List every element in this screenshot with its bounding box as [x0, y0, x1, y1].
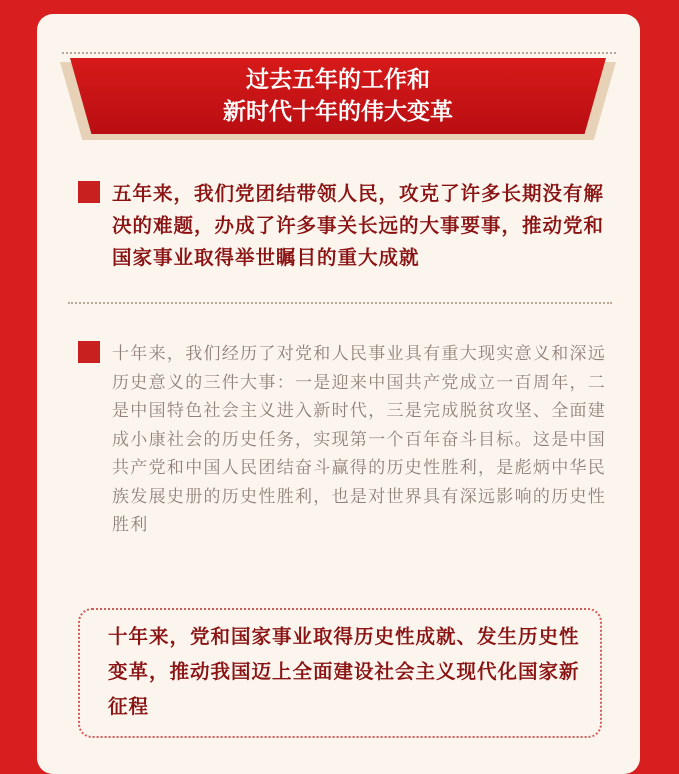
banner-title-line1: 过去五年的工作和	[246, 67, 430, 93]
highlight-text: 十年来，党和国家事业取得历史性成就、发生历史性变革，推动我国迈上全面建设社会主义现代化国家新征程	[108, 625, 580, 718]
section2-text: 十年来，我们经历了对党和人民事业具有重大现实意义和深远历史意义的三件大事：一是迎来中国共产党成立一百周年，二是中国特色社会主义进入新时代，三是完成脱贫攻坚、全面建成小康社会的历史任务，实现第一个百年奋斗目标。这是中国共产党和中国人民团结奋斗赢得的历史性胜利，是彪炳中华民族发展史册的历史性胜利，也是对世界具有深远影响的历史性胜利	[112, 344, 607, 535]
section1-bullet-icon	[78, 181, 100, 203]
section2-bullet-icon	[78, 341, 100, 363]
title-banner	[60, 58, 616, 140]
banner-title-line2: 新时代十年的伟大变革	[223, 99, 453, 125]
top-divider	[62, 52, 616, 54]
banner-title	[60, 64, 616, 128]
section-divider	[68, 302, 612, 304]
section1-text: 五年来，我们党团结带领人民，攻克了许多长期没有解决的难题，办成了许多事关长远的大事要事，推动党和国家事业取得举世瞩目的重大成就	[112, 182, 605, 269]
